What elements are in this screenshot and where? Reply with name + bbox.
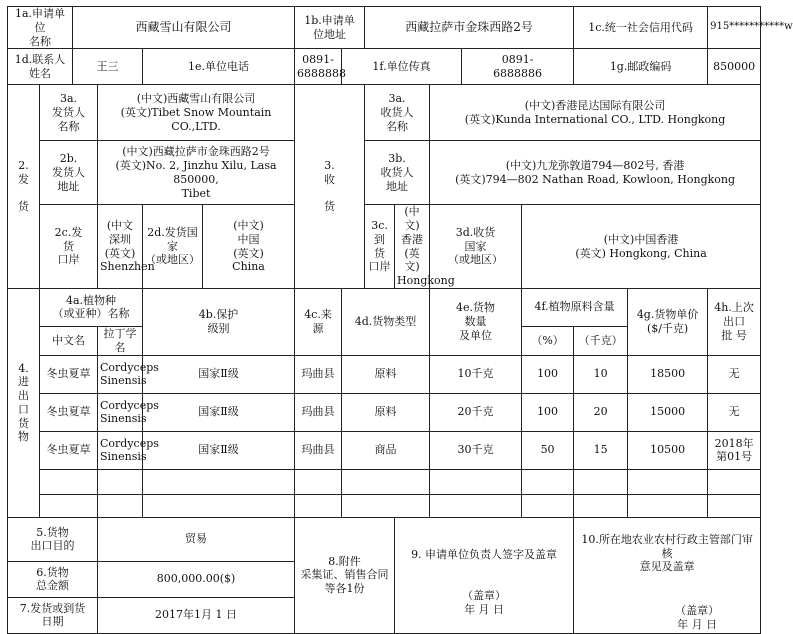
goods-protection-level: 国家Ⅱ级	[143, 393, 295, 431]
goods-kg: 15	[574, 431, 628, 469]
empty-cell	[708, 469, 761, 494]
goods-type: 原料	[342, 355, 430, 393]
goods-latin-name: Cordyceps Sinensis	[98, 393, 143, 431]
empty-cell	[98, 469, 143, 494]
goods-unit-price: 18500	[628, 355, 708, 393]
ship-date-value: 2017年1月 1 日	[98, 597, 295, 633]
empty-cell	[295, 469, 342, 494]
total-amount-label: 6.货物 总金额	[8, 561, 98, 597]
consignee-address-label: 3b. 收货人 地址	[365, 141, 430, 205]
departure-country-value: (中文) 中国 (英文) China	[203, 205, 295, 289]
contact-name-value: 王三	[73, 49, 143, 85]
empty-cell	[522, 469, 574, 494]
chinese-name-label: 中文名	[40, 326, 98, 355]
export-purpose-label: 5.货物 出口目的	[8, 517, 98, 561]
phone-label: 1e.单位电话	[143, 49, 295, 85]
authority-review-label: 10.所在地农业农村行政主管部门审核 意见及盖章	[581, 532, 753, 574]
goods-section-label: 4. 进 出 口 货 物	[8, 288, 40, 517]
goods-quantity: 10千克	[430, 355, 522, 393]
empty-cell	[40, 469, 98, 494]
applicant-signature-area	[395, 517, 574, 633]
applicant-name-value: 西藏雪山有限公司	[73, 7, 295, 49]
arrival-port-label: 3c.到 货 口岸	[365, 205, 395, 289]
empty-cell	[430, 469, 522, 494]
goods-source: 玛曲县	[295, 431, 342, 469]
consignee-name-value: (中文)香港昆达国际有限公司 (英文)Kunda International CO., LTD. Hongkong	[430, 85, 761, 141]
departure-port-label: 2c.发 货 口岸	[40, 205, 98, 289]
fax-value: 0891- 6888886	[462, 49, 574, 85]
goods-unit-price: 15000	[628, 393, 708, 431]
authority-stamp-date: （盖章） 年 月 日	[675, 604, 720, 631]
postal-code-value: 850000	[708, 49, 761, 85]
empty-cell	[708, 494, 761, 517]
goods-quantity: 20千克	[430, 393, 522, 431]
goods-row-empty	[8, 469, 761, 494]
phone-value: 0891- 6888888	[295, 49, 342, 85]
goods-protection-level: 国家Ⅱ级	[143, 355, 295, 393]
credit-code-value: 915***********w	[708, 7, 761, 49]
goods-quantity-label: 4e.货物 数量 及单位	[430, 288, 522, 355]
shipper-name-value: (中文)西藏雪山有限公司 (英文)Tibet Snow Mountain CO.,LTD.	[98, 85, 295, 141]
goods-unit-price: 10500	[628, 431, 708, 469]
consignee-name-label: 3a. 收货人 名称	[365, 85, 430, 141]
goods-source: 玛曲县	[295, 393, 342, 431]
latin-name-label: 拉丁学名	[98, 326, 143, 355]
goods-percent: 50	[522, 431, 574, 469]
contact-name-label: 1d.联系人 姓名	[8, 49, 73, 85]
ship-date-label: 7.发货或到货 日期	[8, 597, 98, 633]
applicant-name-label: 1a.申请单位 名称	[8, 7, 73, 49]
empty-cell	[98, 494, 143, 517]
attachments-label: 8.附件 采集证、销售合同 等各1份	[295, 517, 395, 633]
empty-cell	[430, 494, 522, 517]
goods-row-empty	[8, 494, 761, 517]
authority-review-area	[574, 517, 761, 633]
goods-kg: 20	[574, 393, 628, 431]
shipper-section-label: 2. 发 货	[8, 85, 40, 289]
goods-type-label: 4d.货物类型	[342, 288, 430, 355]
species-name-label: 4a.植物种 （或亚种）名称	[40, 288, 143, 326]
goods-type: 商品	[342, 431, 430, 469]
empty-cell	[628, 469, 708, 494]
goods-last-batch: 无	[708, 355, 761, 393]
empty-cell	[143, 469, 295, 494]
empty-cell	[574, 469, 628, 494]
shipper-address-label: 2b. 发货人 地址	[40, 141, 98, 205]
goods-percent: 100	[522, 393, 574, 431]
application-form-table	[7, 6, 793, 634]
empty-cell	[342, 494, 430, 517]
goods-row	[8, 431, 761, 469]
shipper-name-label: 3a. 发货人 名称	[40, 85, 98, 141]
consignee-section-label: 3. 收 货	[295, 85, 365, 289]
goods-last-batch: 2018年第01号	[708, 431, 761, 469]
goods-row	[8, 355, 761, 393]
fax-label: 1f.单位传真	[342, 49, 462, 85]
applicant-stamp-date: （盖章） 年 月 日	[462, 589, 507, 617]
empty-cell	[628, 494, 708, 517]
postal-code-label: 1g.邮政编码	[574, 49, 708, 85]
total-amount-value: 800,000.00($)	[98, 561, 295, 597]
goods-row	[8, 393, 761, 431]
empty-cell	[143, 494, 295, 517]
shipper-address-value: (中文)西藏拉萨市金珠西路2号 (英文)No. 2, Jinzhu Xilu, Lasa 850000, Tibet	[98, 141, 295, 205]
empty-cell	[522, 494, 574, 517]
empty-cell	[574, 494, 628, 517]
protection-level-label: 4b.保护 级别	[143, 288, 295, 355]
kg-label: （千克）	[574, 326, 628, 355]
goods-cn-name: 冬虫夏草	[40, 431, 98, 469]
empty-cell	[40, 494, 98, 517]
empty-cell	[295, 494, 342, 517]
export-purpose-value: 贸易	[98, 517, 295, 561]
arrival-country-value: (中文)中国香港 (英文) Hongkong, China	[522, 205, 761, 289]
source-label: 4c.来 源	[295, 288, 342, 355]
goods-latin-name: Cordyceps Sinensis	[98, 355, 143, 393]
unit-price-label: 4g.货物单价 ($/千克)	[628, 288, 708, 355]
departure-port-value: (中文 深圳 (英文) Shenzhen	[98, 205, 143, 289]
goods-quantity: 30千克	[430, 431, 522, 469]
applicant-address-label: 1b.申请单 位地址	[295, 7, 365, 49]
goods-latin-name: Cordyceps Sinensis	[98, 431, 143, 469]
departure-country-label: 2d.发货国家 （或地区）	[143, 205, 203, 289]
goods-protection-level: 国家Ⅱ级	[143, 431, 295, 469]
goods-type: 原料	[342, 393, 430, 431]
material-content-label: 4f.植物原料含量	[522, 288, 628, 326]
goods-last-batch: 无	[708, 393, 761, 431]
goods-percent: 100	[522, 355, 574, 393]
applicant-address-value: 西藏拉萨市金珠西路2号	[365, 7, 574, 49]
goods-source: 玛曲县	[295, 355, 342, 393]
goods-kg: 10	[574, 355, 628, 393]
arrival-country-label: 3d.收货 国家 （或地区）	[430, 205, 522, 289]
last-export-batch-label: 4h.上次出口 批 号	[708, 288, 761, 355]
goods-cn-name: 冬虫夏草	[40, 393, 98, 431]
empty-cell	[342, 469, 430, 494]
arrival-port-value: (中文) 香港 (英文) Hongkong	[395, 205, 430, 289]
consignee-address-value: (中文)九龙弥敦道794—802号, 香港 (英文)794—802 Nathan Road, Kowloon, Hongkong	[430, 141, 761, 205]
percent-label: （%）	[522, 326, 574, 355]
goods-cn-name: 冬虫夏草	[40, 355, 98, 393]
applicant-signature-label: 9. 申请单位负责人签字及盖章	[411, 547, 558, 561]
credit-code-label: 1c.统一社会信用代码	[574, 7, 708, 49]
